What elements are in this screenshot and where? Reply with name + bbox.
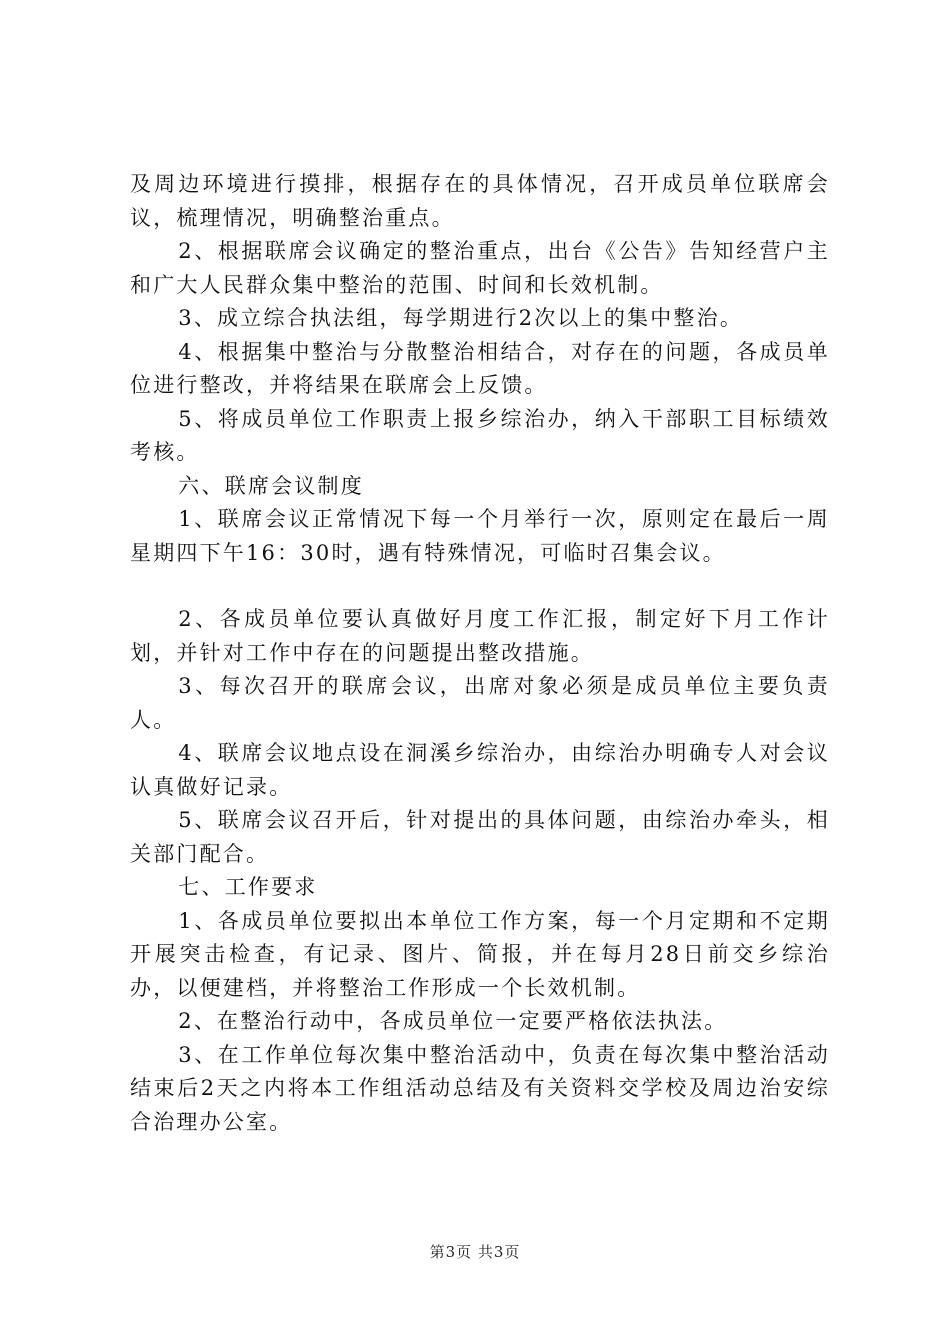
paragraph-item-6-2: 2、各成员单位要认真做好月度工作汇报，制定好下月工作计划，并针对工作中存在的问题提出整改措施。 (130, 607, 830, 665)
section-heading-6: 六、联席会议制度 (178, 473, 364, 498)
paragraph-continuation: 及周边环境进行摸排，根据存在的具体情况，召开成员单位联席会议，梳理情况，明确整治重点。 (130, 172, 830, 230)
page-footer: 第3页 共3页 (429, 1243, 521, 1261)
paragraph-item-4: 4、根据集中整治与分散整治相结合，对存在的问题，各成员单位进行整改，并将结果在联席会上反馈。 (130, 339, 830, 397)
blank-line (130, 570, 830, 603)
paragraph-item-6-4: 4、联席会议地点设在洞溪乡综治办，由综治办明确专人对会议认真做好记录。 (130, 741, 830, 799)
paragraph-item-6-5: 5、联席会议召开后，针对提出的具体问题，由综治办牵头，相关部门配合。 (130, 808, 830, 866)
paragraph-item-2: 2、根据联席会议确定的整治重点，出台《公告》告知经营户主和广大人民群众集中整治的范围、时间和长效机制。 (130, 239, 830, 297)
paragraph-item-5: 5、将成员单位工作职责上报乡综治办，纳入干部职工目标绩效考核。 (130, 406, 830, 464)
paragraph-item-6-1: 1、联席会议正常情况下每一个月举行一次，原则定在最后一周星期四下午16：30时，遇有特殊情况，可临时召集会议。 (130, 507, 830, 565)
paragraph-item-6-3: 3、每次召开的联席会议，出席对象必须是成员单位主要负责人。 (130, 674, 830, 732)
section-heading-7: 七、工作要求 (178, 875, 318, 899)
document-body (130, 168, 830, 1139)
paragraph-item-7-3: 3、在工作单位每次集中整治活动中，负责在每次集中整治活动结束后2天之内将本工作组活动总结及有关资料交学校及周边治安综合治理办公室。 (130, 1042, 830, 1134)
paragraph-item-3: 3、成立综合执法组，每学期进行2次以上的集中整治。 (178, 306, 744, 330)
paragraph-item-7-1: 1、各成员单位要拟出本单位工作方案，每一个月定期和不定期开展突击检查，有记录、图片、简报，并在每月28日前交乡综治办，以便建档，并将整治工作形成一个长效机制。 (130, 908, 830, 1000)
paragraph-item-7-2: 2、在整治行动中，各成员单位一定要严格依法执法。 (178, 1009, 728, 1033)
